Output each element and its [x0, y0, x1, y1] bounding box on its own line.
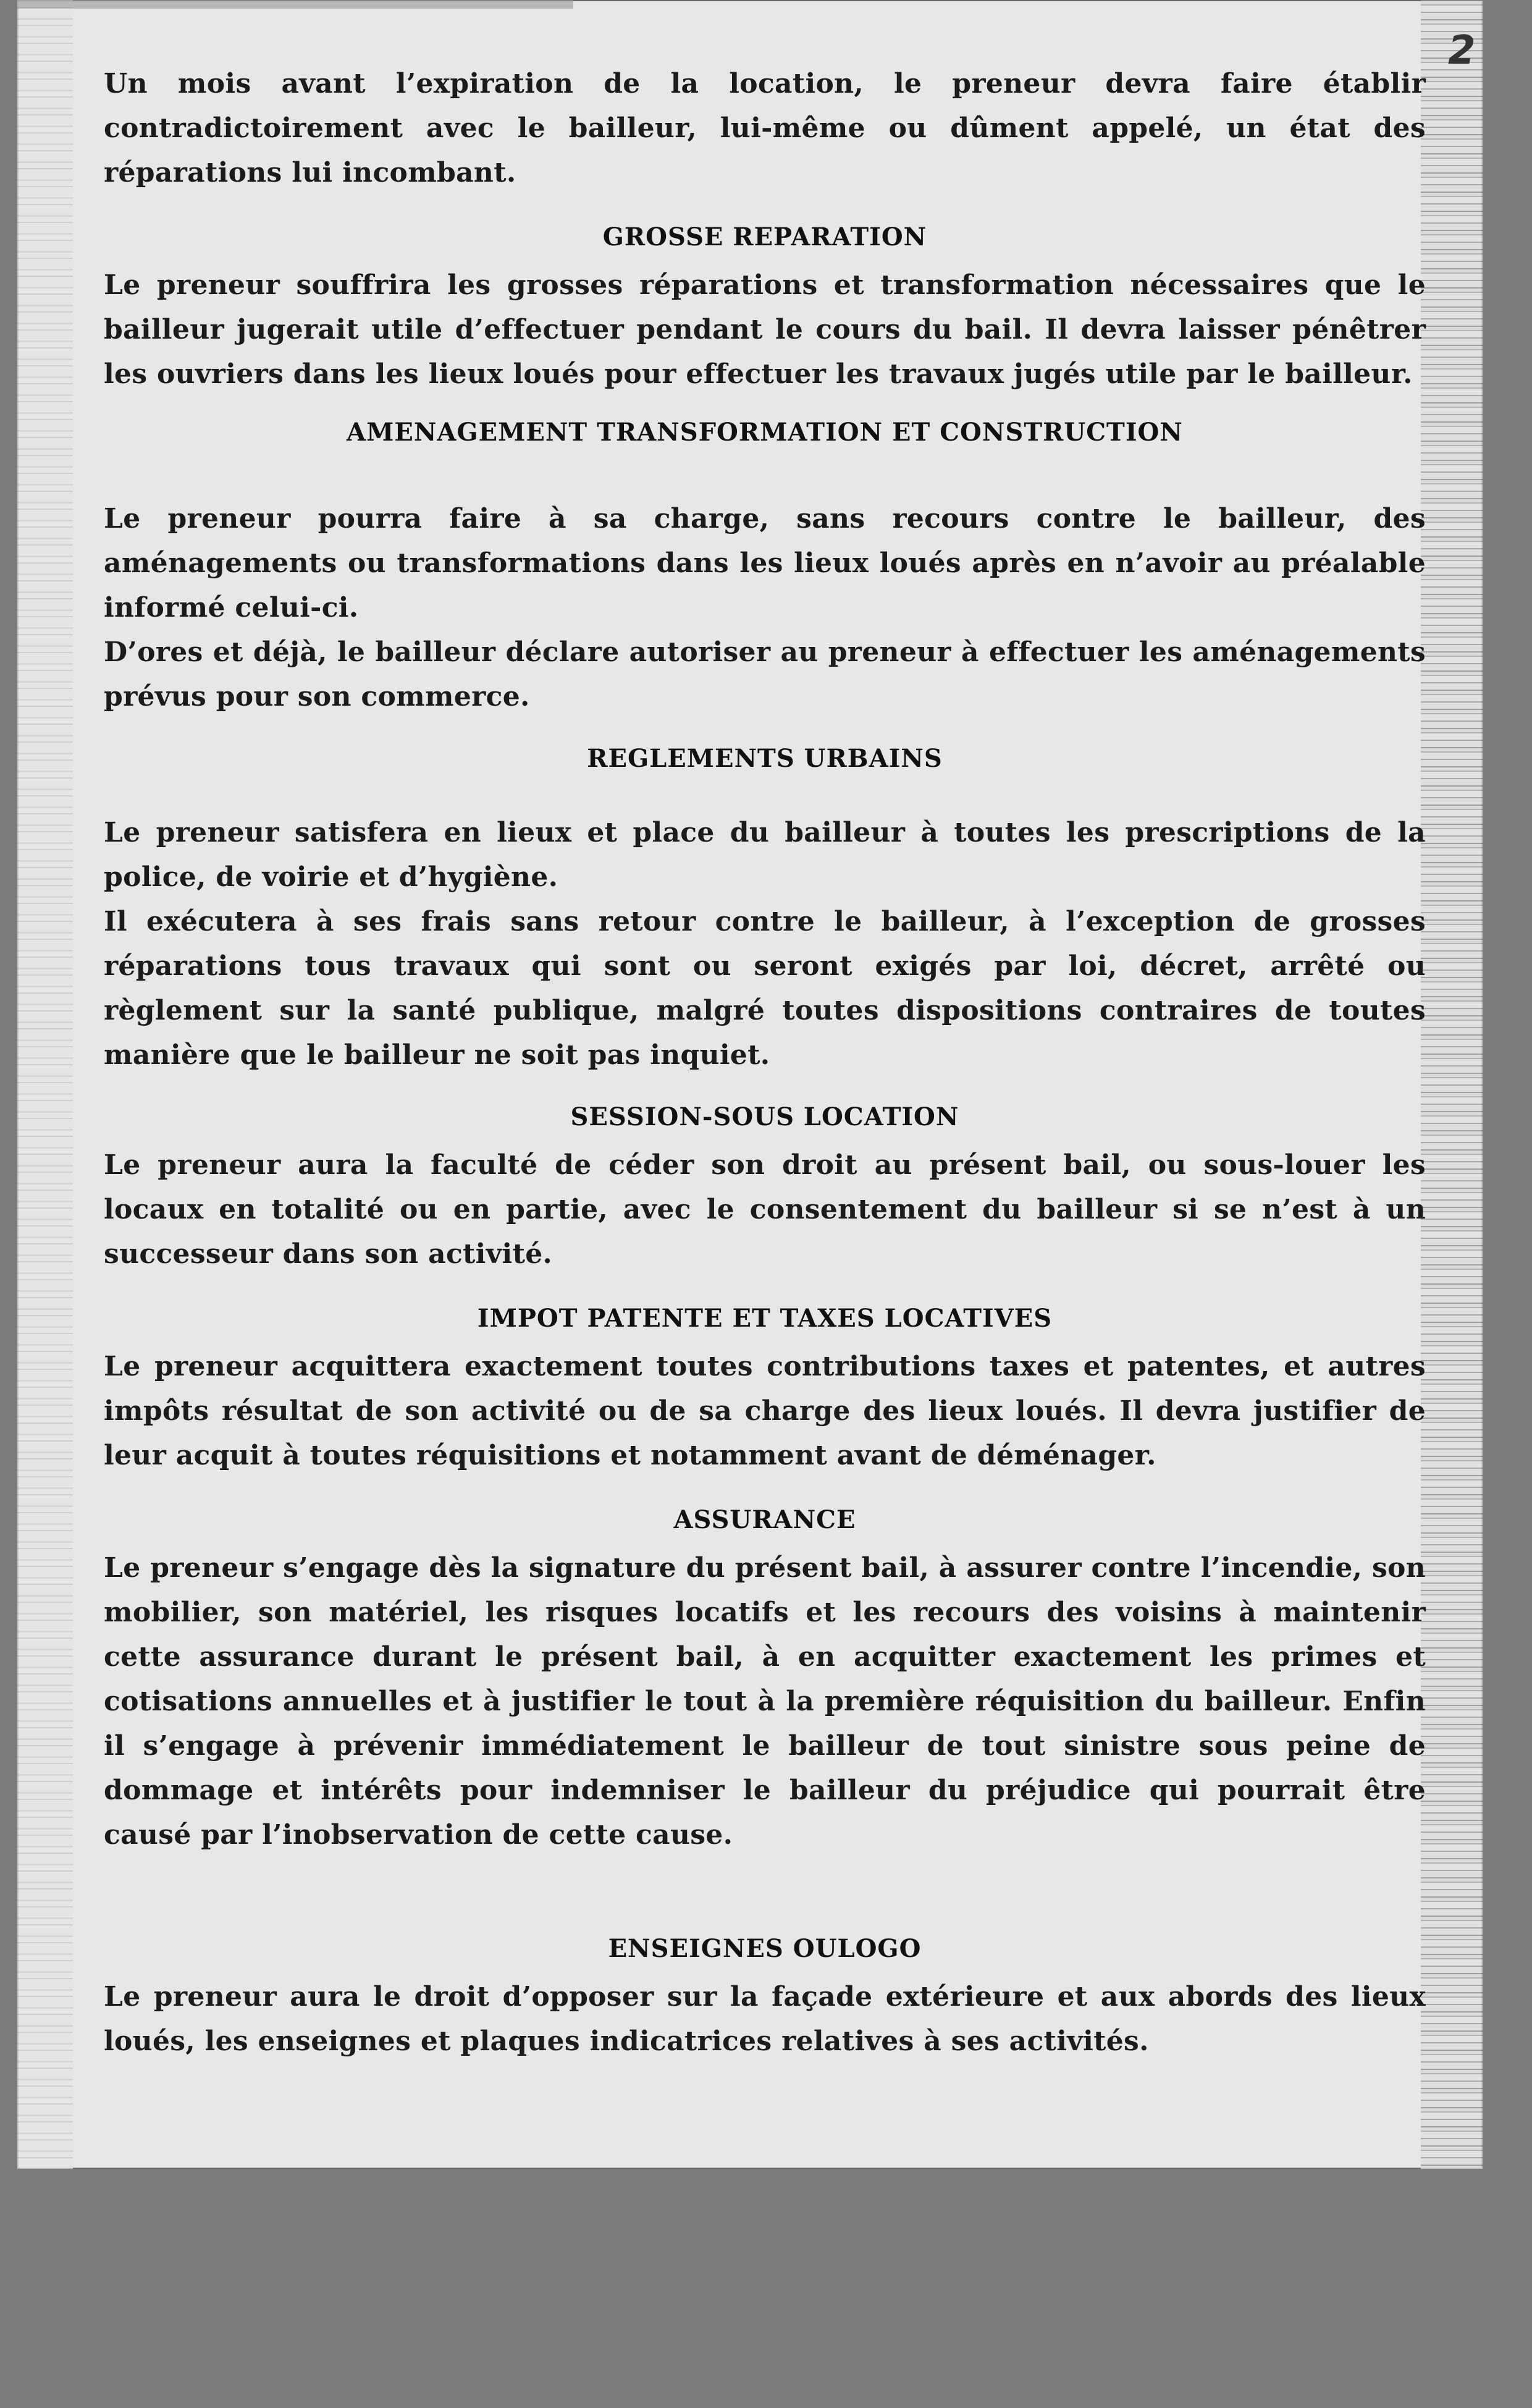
paragraph: Le preneur satisfera en lieux et place du bailleur à toutes les prescriptions de la police, de voirie et d’hygiène.	[104, 817, 1426, 893]
scan-edge-left	[17, 0, 73, 2169]
section-heading-impot-patente: IMPOT PATENTE ET TAXES LOCATIVES	[477, 1304, 1053, 1333]
paragraph: D’ores et déjà, le bailleur déclare autoriser au preneur à effectuer les aménagements prévus pour son commerce.	[104, 636, 1426, 712]
section-heading-grosse-reparation: GROSSE REPARATION	[602, 222, 927, 251]
page-number: 2	[1448, 28, 1476, 74]
intro-paragraph: Un mois avant l’expiration de la location, le preneur devra faire établir contradictoirement avec le bailleur, lui-même ou dûment appelé, un état des réparations lui incombant.	[104, 68, 1426, 188]
paragraph: Le preneur aura le droit d’opposer sur la façade extérieure et aux abords des lieux loués, les enseignes et plaques indicatrices relatives à ses activités.	[104, 1981, 1426, 2057]
section-heading-reglements-urbains: REGLEMENTS URBAINS	[587, 744, 943, 773]
scan-edge-top	[17, 0, 573, 9]
paragraph: Il exécutera à ses frais sans retour contre le bailleur, à l’exception de grosses réparations tous travaux qui sont ou seront exigés par loi, décret, arrêté ou règlement sur la santé publique, malgré toutes dispositions contraires de toutes manière que le bailleur ne soit pas inquiet.	[104, 906, 1426, 1071]
scan-edge-right	[1421, 0, 1483, 2169]
document-page	[17, 0, 1483, 2169]
document-body	[104, 62, 1426, 2064]
paragraph: Le preneur pourra faire à sa charge, sans recours contre le bailleur, des aménagements ou transformations dans les lieux loués après en n’avoir au préalable informé celui-ci.	[104, 503, 1426, 623]
section-heading-session-sous-location: SESSION-SOUS LOCATION	[570, 1102, 959, 1131]
section-heading-amenagement: AMENAGEMENT TRANSFORMATION ET CONSTRUCTION	[347, 418, 1183, 447]
paragraph: Le preneur souffrira les grosses réparations et transformation nécessaires que le bailleur jugerait utile d’effectuer pendant le cours du bail. Il devra laisser pénêtrer les ouvriers dans les lieux loués pour effectuer les travaux jugés utile par le bailleur.	[104, 269, 1426, 390]
section-heading-enseignes: ENSEIGNES OULOGO	[608, 1934, 922, 1963]
section-heading-assurance: ASSURANCE	[673, 1505, 856, 1534]
paragraph: Le preneur aura la faculté de céder son droit au présent bail, ou sous-louer les locaux en totalité ou en partie, avec le consentement du bailleur si se n’est à un successeur dans son activité.	[104, 1149, 1426, 1270]
paragraph: Le preneur s’engage dès la signature du présent bail, à assurer contre l’incendie, son mobilier, son matériel, les risques locatifs et les recours des voisins à maintenir cette assurance durant le présent bail, à en acquitter exactement les primes et cotisations annuelles et à justifier le tout à la première réquisition du bailleur. Enfin il s’engage à prévenir immédiatement le bailleur de tout sinistre sous peine de dommage et intérêts pour indemniser le bailleur du préjudice qui pourrait être causé par l’inobservation de cette cause.	[104, 1552, 1426, 1851]
paragraph: Le preneur acquittera exactement toutes contributions taxes et patentes, et autres impôts résultat de son activité ou de sa charge des lieux loués. Il devra justifier de leur acquit à toutes réquisitions et notamment avant de déménager.	[104, 1351, 1426, 1471]
